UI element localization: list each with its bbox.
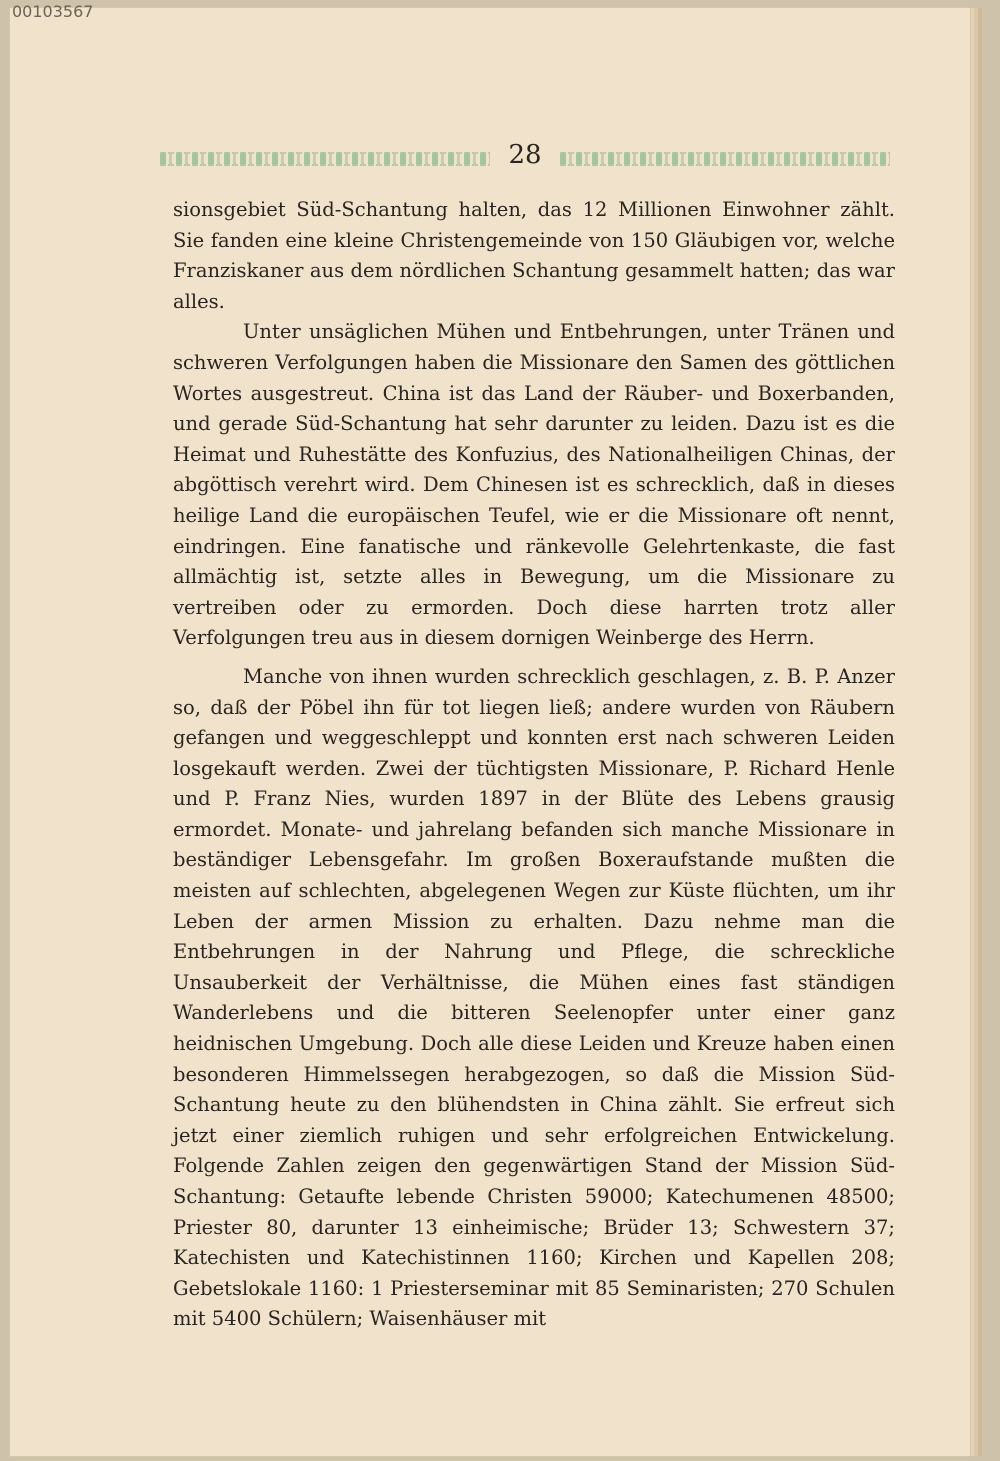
- archive-id: 00103567: [12, 2, 94, 21]
- paragraph-2: Unter unsäglichen Mühen und Entbehrungen, unter Tränen und schweren Verfolgungen haben die Missionare den Samen des göttlichen Wortes ausgestreut. China ist das Land der Räuber- und Boxerbanden, und gerade Süd-Schantung hat sehr darunter zu leiden. Dazu ist es die Heimat und Ruhestätte des Konfuzius, des Nationalheiligen Chinas, der abgöttisch verehrt wird. Dem Chinesen ist es schrecklich, daß in dieses heilige Land die europäischen Teufel, wie er die Missionare oft nennt, eindringen. Eine fanatische und ränkevolle Gelehrtenkaste, die fast allmächtig ist, setzte alles in Bewegung, um die Missionare zu vertreiben oder zu ermorden. Doch diese harrten trotz aller Verfolgungen treu aus in diesem dornigen Weinberge des Herrn.: [173, 320, 895, 650]
- page-number: 28: [508, 140, 542, 170]
- body-text: [173, 195, 895, 1335]
- page-header: [160, 140, 890, 180]
- ornament-left-decoration: [160, 152, 490, 166]
- paragraph-1: sionsgebiet Süd-Schantung halten, das 12 Millionen Einwohner zählt. Sie fanden eine kleine Christengemeinde von 150 Gläubigen vor, welche Franziskaner aus dem nördlichen Schantung gesammelt hatten; das war alles.: [173, 198, 895, 313]
- ornament-right-decoration: [560, 152, 890, 166]
- paragraph-3: Manche von ihnen wurden schrecklich geschlagen, z. B. P. Anzer so, daß der Pöbel ihn für tot liegen ließ; andere wurden von Räubern gefangen und weggeschleppt und konnten erst nach schweren Leiden losgekauft werden. Zwei der tüchtigsten Missionare, P. Richard Henle und P. Franz Nies, wurden 1897 in der Blüte des Lebens grausig ermordet. Monate- und jahrelang befanden sich manche Missionare in beständiger Lebensgefahr. Im großen Boxeraufstande mußten die meisten auf schlechten, abgelegenen Wegen zur Küste flüchten, um ihr Leben der armen Mission zu erhalten. Dazu nehme man die Entbehrungen in der Nahrung und Pflege, die schreckliche Unsauberkeit der Verhältnisse, die Mühen eines fast ständigen Wanderlebens und die bitteren Seelenopfer unter einer ganz heidnischen Umgebung. Doch alle diese Leiden und Kreuze haben einen besonderen Himmelssegen herabgezogen, so daß die Mission Süd-Schantung heute zu den blühendsten in China zählt. Sie erfreut sich jetzt einer ziemlich ruhigen und sehr erfolgreichen Entwickelung. Folgende Zahlen zeigen den gegenwärtigen Stand der Mission Süd-Schantung: Getaufte lebende Christen 59000; Katechumenen 48500; Priester 80, darunter 13 einheimische; Brüder 13; Schwestern 37; Katechisten und Katechistinnen 1160; Kirchen und Kapellen 208; Gebetslokale 1160: 1 Priesterseminar mit 85 Seminaristen; 270 Schulen mit 5400 Schülern; Waisenhäuser mit: [173, 664, 895, 1331]
